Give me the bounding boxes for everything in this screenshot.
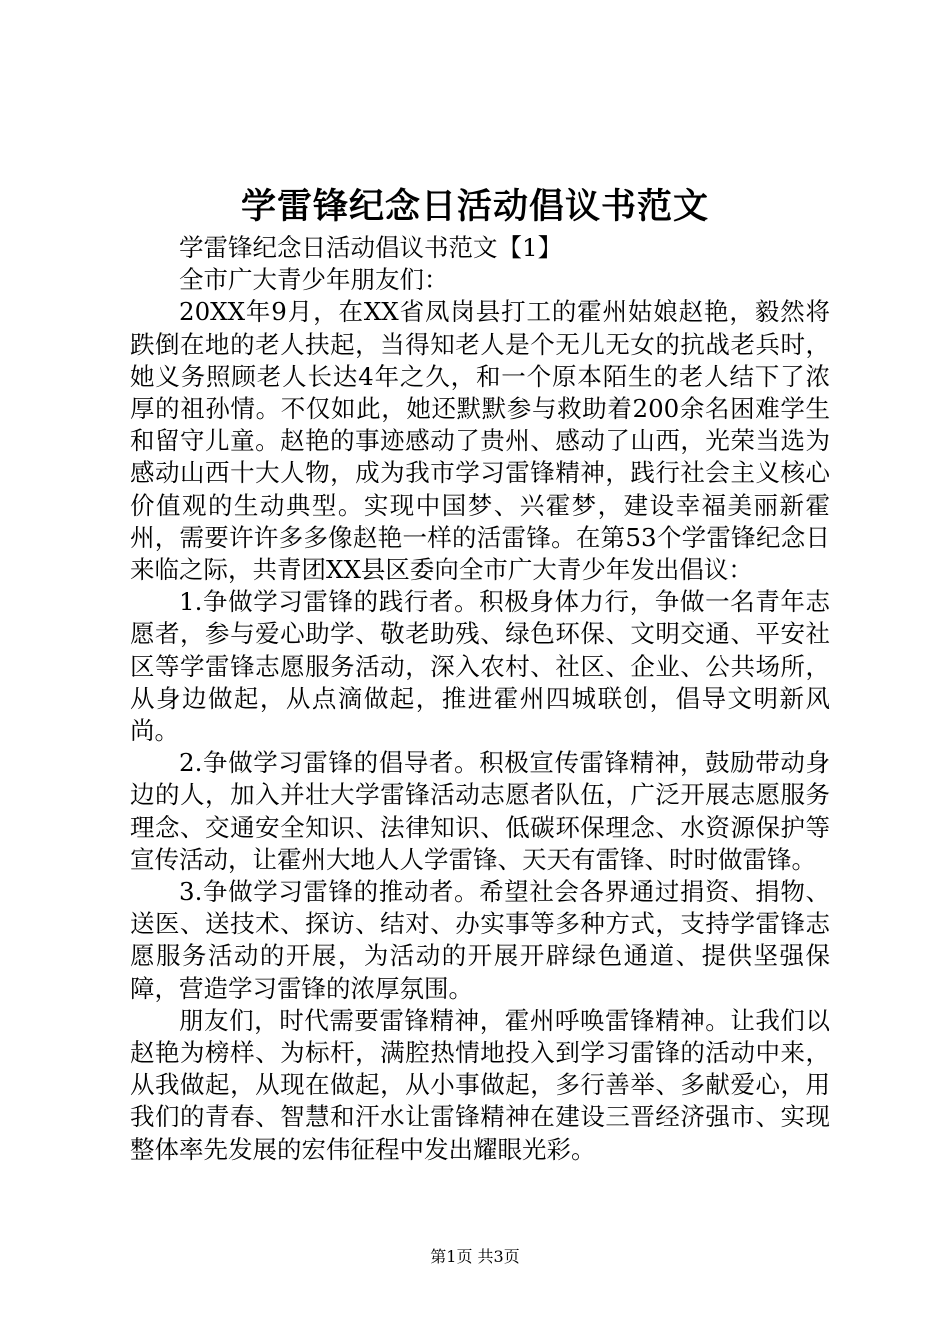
body-paragraph-closing: 朋友们，时代需要雷锋精神，霍州呼唤雷锋精神。让我们以赵艳为榜样、为标杆，满腔热情地投入到学习雷锋的活动中来，从我做起，从现在做起，从小事做起，多行善举、多献爱心，用我们的青春、智慧和汗水让雷锋精神在建设三晋经济强市、实现整体率先发展的宏伟征程中发出耀眼光彩。 <box>130 1005 830 1164</box>
document-title: 学雷锋纪念日活动倡议书范文 <box>240 187 709 227</box>
body-paragraph-item-2: 2.争做学习雷锋的倡导者。积极宣传雷锋精神，鼓励带动身边的人，加入并壮大学雷锋活动志愿者队伍，广泛开展志愿服务理念、交通安全知识、法律知识、低碳环保理念、水资源保护等宣传活动，让霍州大地人人学雷锋、天天有雷锋、时时做雷锋。 <box>130 748 830 874</box>
body-paragraph-item-1: 1.争做学习雷锋的践行者。积极身体力行，争做一名青年志愿者，参与爱心助学、敬老助残、绿色环保、文明交通、平安社区等学雷锋志愿服务活动，深入农村、社区、企业、公共场所，从身边做起，从点滴做起，推进霍州四城联创，倡导文明新风尚。 <box>130 587 830 746</box>
body-paragraph-item-3: 3.争做学习雷锋的推动者。希望社会各界通过捐资、捐物、送医、送技术、探访、结对、办实事等多种方式，支持学雷锋志愿服务活动的开展，为活动的开展开辟绿色通道、提供坚强保障，营造学习雷锋的浓厚氛围。 <box>130 877 830 1003</box>
document-body <box>130 232 830 1166</box>
body-paragraph-intro: 20XX年9月，在XX省凤岗县打工的霍州姑娘赵艳，毅然将跌倒在地的老人扶起，当得知老人是个无儿无女的抗战老兵时，她义务照顾老人长达4年之久，和一个原本陌生的老人结下了浓厚的祖孙情。不仅如此，她还默默参与救助着200余名困难学生和留守儿童。赵艳的事迹感动了贵州、感动了山西，光荣当选为感动山西十大人物，成为我市学习雷锋精神，践行社会主义核心价值观的生动典型。实现中国梦、兴霍梦，建设幸福美丽新霍州，需要许许多多像赵艳一样的活雷锋。在第53个学雷锋纪念日来临之际，共青团XX县区委向全市广大青少年发出倡议： <box>130 297 830 585</box>
salutation: 全市广大青少年朋友们： <box>179 265 449 295</box>
page-number-footer: 第1页 共3页 <box>430 1247 520 1266</box>
section-heading: 学雷锋纪念日活动倡议书范文【1】 <box>179 233 563 262</box>
